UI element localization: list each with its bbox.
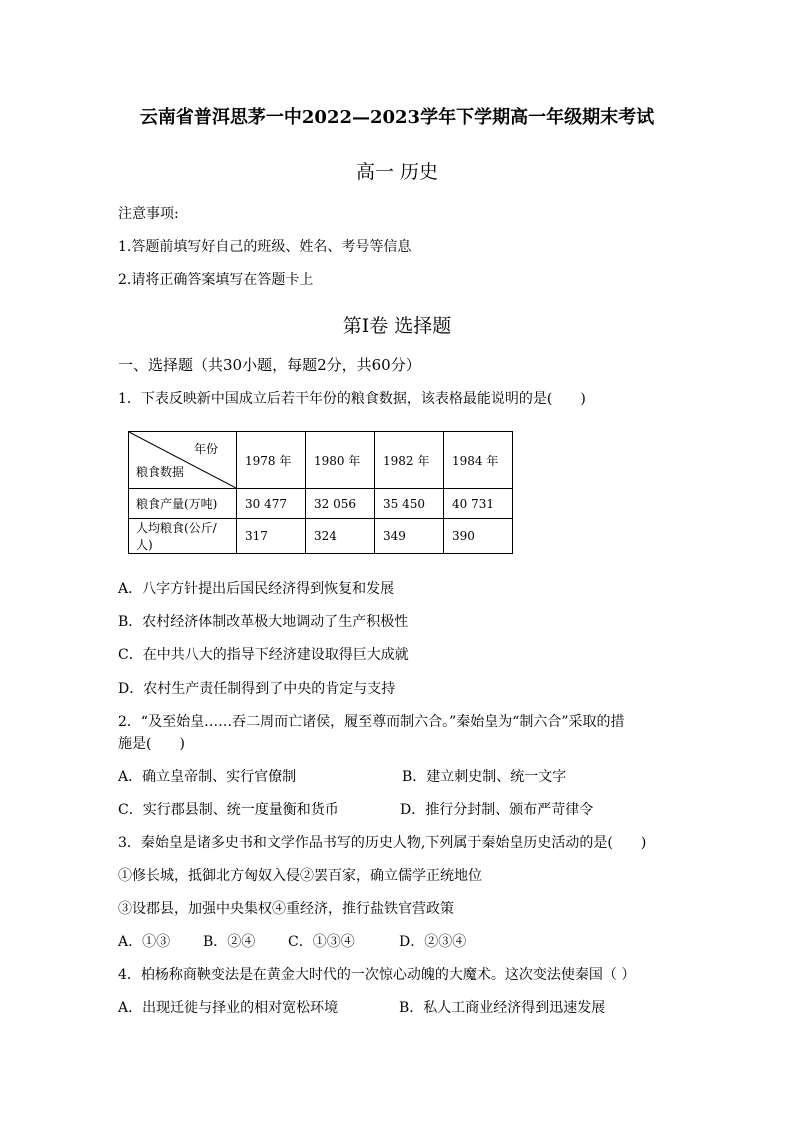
q3-option-b: B．②④ [203, 934, 256, 950]
row-label: 粮食产量(万吨) [129, 489, 237, 519]
table-cell: 390 [444, 519, 513, 554]
part-heading: 一、选择题（共30小题，每题2分，共60分） [118, 356, 421, 374]
notes-item-1: 1.答题前填写好自己的班级、姓名、考号等信息 [118, 239, 412, 255]
notes-item-2: 2.请将正确答案填写在答题卡上 [118, 272, 314, 288]
table-row [129, 519, 513, 554]
q4-option-a: A．出现迁徙与择业的相对宽松环境 [118, 1000, 339, 1016]
q2-option-d: D．推行分封制、颁布严苛律令 [400, 802, 594, 818]
question-1-stem: 1．下表反映新中国成立后若干年份的粮食数据，该表格最能说明的是( ) [118, 391, 586, 407]
table-cell: 317 [237, 519, 306, 554]
q2-option-a: A．确立皇帝制、实行官僚制 [118, 769, 297, 785]
table-header-year: 1980 年 [306, 432, 375, 489]
q3-option-c: C．①③④ [288, 934, 355, 950]
q3-option-a: A．①③ [118, 934, 171, 950]
question-4-stem: 4．柏杨称商鞅变法是在黄金大时代的一次惊心动魄的大魔术。这次变法使秦国（ ） [118, 967, 636, 983]
q3-option-d: D．②③④ [399, 934, 467, 950]
grain-data-table [128, 431, 513, 554]
q2-option-b: B．建立刺史制、统一文字 [402, 769, 567, 785]
q2-option-c: C．实行郡县制、统一度量衡和货币 [118, 802, 339, 818]
q1-option-d: D．农村生产责任制得到了中央的肯定与支持 [118, 681, 396, 697]
table-header-year: 1978 年 [237, 432, 306, 489]
q1-option-b: B．农村经济体制改革极大地调动了生产积极性 [118, 614, 409, 630]
table-corner-cell [129, 432, 237, 489]
q1-option-c: C．在中共八大的指导下经济建设取得巨大成就 [118, 647, 409, 663]
exam-title: 云南省普洱思茅一中2022—2023学年下学期高一年级期末考试 [139, 107, 655, 128]
corner-label-data: 粮食数据 [136, 465, 185, 479]
table-cell: 30 477 [237, 489, 306, 519]
notes-heading: 注意事项: [118, 206, 179, 222]
table-cell: 40 731 [444, 489, 513, 519]
table-header-year: 1984 年 [444, 432, 513, 489]
question-2-stem-line2: 施是( ) [118, 736, 185, 752]
exam-subject: 高一 历史 [355, 161, 439, 183]
table-header-year: 1982 年 [375, 432, 444, 489]
question-2-stem-line1: 2．“及至始皇……吞二周而亡诸侯，履至尊而制六合。”秦始皇为“制六合”采取的措 [118, 714, 625, 730]
table-cell: 349 [375, 519, 444, 554]
table-cell: 324 [306, 519, 375, 554]
table-row [129, 489, 513, 519]
table-cell: 35 450 [375, 489, 444, 519]
q1-option-a: A．八字方针提出后国民经济得到恢复和发展 [118, 581, 395, 597]
corner-label-year: 年份 [193, 442, 218, 456]
row-label: 人均粮食(公斤/人) [129, 519, 237, 554]
question-3-stem: 3．秦始皇是诸多史书和文学作品书写的历史人物,下列属于秦始皇历史活动的是( ) [118, 835, 647, 851]
section-title: 第Ⅰ卷 选择题 [342, 315, 452, 337]
q4-option-b: B．私人工商业经济得到迅速发展 [399, 1000, 606, 1016]
question-3-items-line2: ③设郡县，加强中央集权④重经济，推行盐铁官营政策 [118, 901, 454, 917]
table-cell: 32 056 [306, 489, 375, 519]
question-3-items-line1: ①修长城，抵御北方匈奴入侵②罢百家，确立儒学正统地位 [118, 868, 482, 884]
